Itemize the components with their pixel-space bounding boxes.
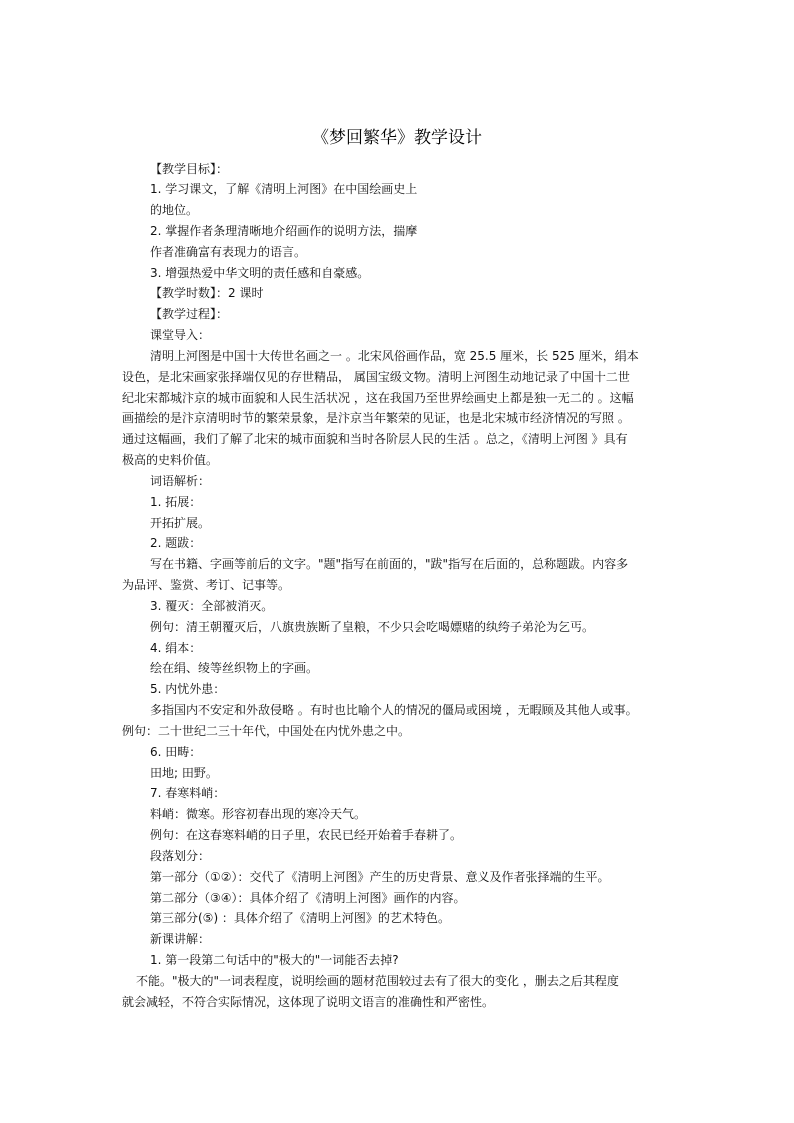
vocab-term: 7. 春寒料峭： <box>150 786 226 800</box>
vocab-definition-cont: 为品评、鉴赏、考订、记事等。 <box>122 578 291 592</box>
division-part-2: 第二部分（③④）：具体介绍了《清明上河图》画作的内容。 <box>150 891 466 905</box>
section-heading-objectives: 【教学目标】： <box>150 162 229 176</box>
vocab-term: 3. 覆灭：全部被消灭。 <box>150 599 274 613</box>
vocab-term: 6. 田畴： <box>150 745 202 759</box>
vocab-definition: 料峭：微寒。形容初春出现的寒冷天气。 <box>150 807 367 821</box>
intro-paragraph-line: 画描绘的是汴京清明时节的繁荣景象，是汴京当年繁荣的见证，也是北宋城市经济情况的写照 。 <box>122 411 630 425</box>
vocab-example: 例句：在这春寒料峭的日子里，农民已经开始着手春耕了。 <box>150 828 463 842</box>
objective-item-3: 3. 增强热爱中华文明的责任感和自豪感。 <box>150 266 370 280</box>
subheading-intro: 课堂导入： <box>150 328 211 342</box>
lesson-answer-1-cont: 就会减轻，不符合实际情况，这体现了说明文语言的准确性和严密性。 <box>122 995 495 1009</box>
vocab-term: 4. 绢本： <box>150 641 202 655</box>
intro-paragraph-line: 通过这幅画，我们了解了北宋的城市面貌和当时各阶层人民的生活 。总之，《清明上河图 》具有 <box>122 432 628 446</box>
subheading-vocabulary: 词语解析： <box>150 474 211 488</box>
intro-paragraph-line: 清明上河图是中国十大传世名画之一 。北宋风俗画作品，宽 25.5 厘米，长 525 厘米，绢本 <box>150 349 639 363</box>
division-part-3: 第三部分(⑤) ：具体介绍了《清明上河图》的艺术特色。 <box>150 911 450 925</box>
objective-item-1-cont: 的地位。 <box>150 203 199 217</box>
lesson-question-1: 1. 第一段第二句话中的"极大的"一词能否去掉? <box>150 953 399 967</box>
vocab-term: 5. 内忧外患： <box>150 682 226 696</box>
vocab-definition: 田地; 田野。 <box>150 766 218 780</box>
intro-paragraph-line: 设色，是北宋画家张择端仅见的存世精品， 属国宝级文物。清明上河图生动地记录了中国十二世 <box>122 370 630 384</box>
vocab-definition: 开拓扩展。 <box>150 516 211 530</box>
document-title: 《梦回繁华》教学设计 <box>312 128 482 148</box>
objective-item-2-cont: 作者准确富有表现力的语言。 <box>150 245 307 259</box>
intro-paragraph-line: 极高的史料价值。 <box>122 453 219 467</box>
section-heading-process: 【教学过程】： <box>150 307 229 321</box>
objective-item-1: 1. 学习课文，了解《清明上河图》在中国绘画史上 <box>150 182 418 196</box>
vocab-term: 2. 题跋： <box>150 536 202 550</box>
vocab-term: 1. 拓展： <box>150 495 202 509</box>
vocab-example: 例句：二十世纪二三十年代，中国处在内忧外患之中。 <box>122 724 411 738</box>
intro-paragraph-line: 纪北宋都城汴京的城市面貌和人民生活状况 ，这在我国乃至世界绘画史上都是独一无二的 。这幅 <box>122 391 634 405</box>
subheading-new-lesson: 新课讲解： <box>150 932 211 946</box>
subheading-paragraph-division: 段落划分： <box>150 849 211 863</box>
section-heading-hours: 【教学时数】：2 课时 <box>150 286 264 300</box>
division-part-1: 第一部分（①②）：交代了《清明上河图》产生的历史背景、意义及作者张择端的生平。 <box>150 870 610 884</box>
lesson-answer-1: 不能。"极大的"一词表程度，说明绘画的题材范围较过去有了很大的变化 ，删去之后其程度 <box>136 974 619 988</box>
objective-item-2: 2. 掌握作者条理清晰地介绍画作的说明方法，揣摩 <box>150 224 418 238</box>
vocab-definition: 多指国内不安定和外敌侵略 。有时也比喻个人的情况的僵局或困境 ，无暇顾及其他人或事。 <box>150 703 638 717</box>
vocab-definition: 写在书籍、字画等前后的文字。"题"指写在前面的，"跋"指写在后面的，总称题跋。内容多 <box>150 557 629 571</box>
vocab-definition: 绘在绢、绫等丝织物上的字画。 <box>150 661 319 675</box>
vocab-example: 例句：清王朝覆灭后，八旗贵族断了皇粮，不少只会吃喝嫖赌的纨绔子弟沦为乞丐。 <box>150 620 595 634</box>
